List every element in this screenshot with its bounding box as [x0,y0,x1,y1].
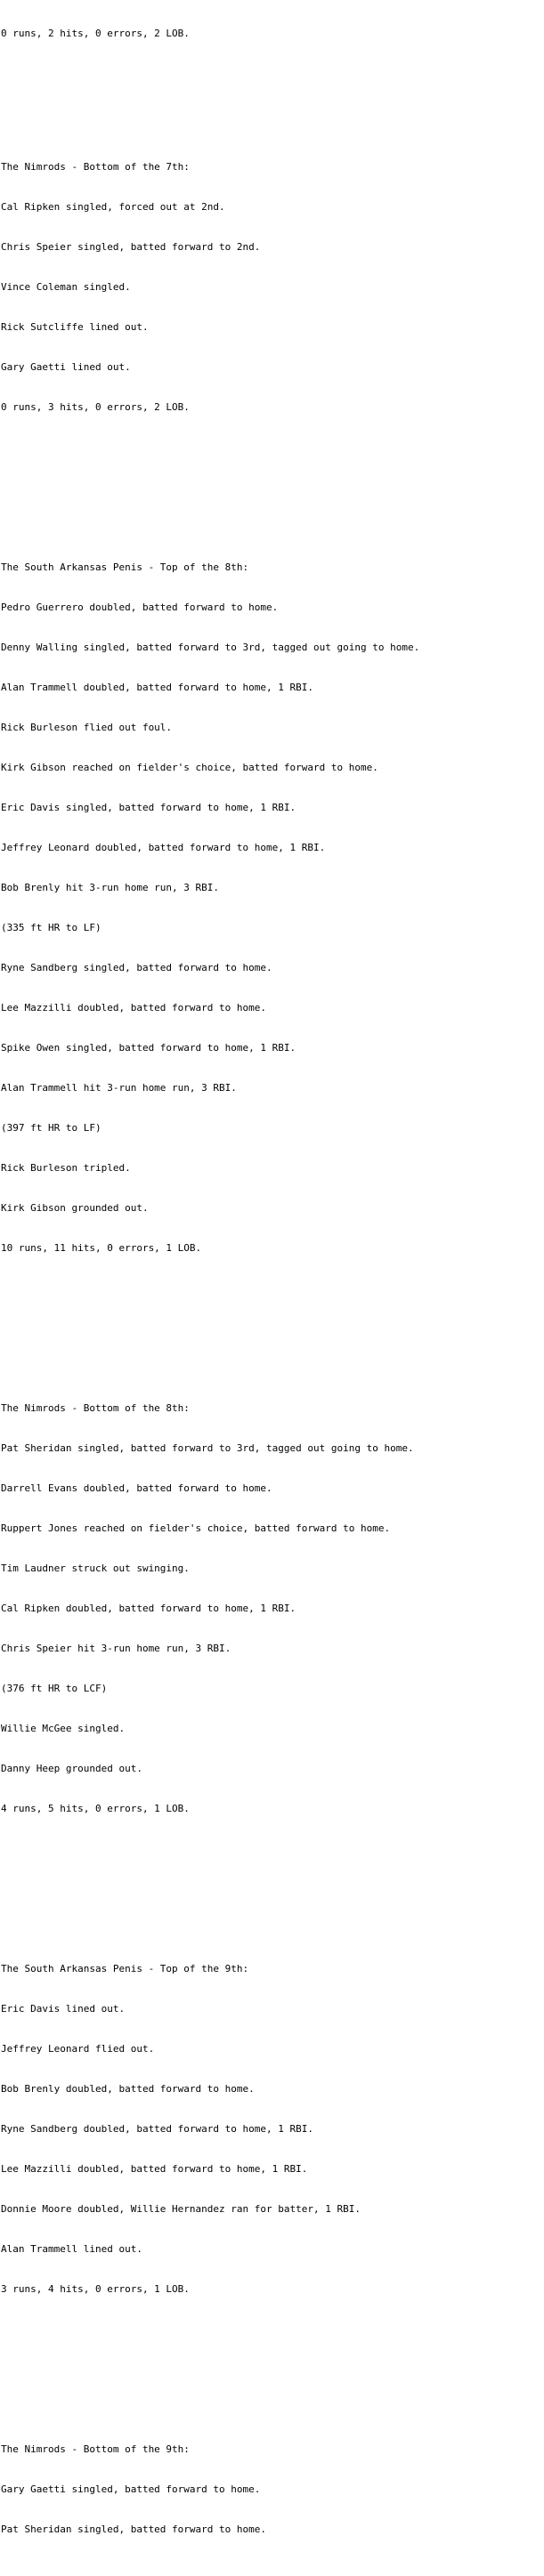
inning-header: The Nimrods - Bottom of the 7th: [1,161,190,173]
inning-section [1,2416,542,2563]
play-line: Bob Brenly doubled, batted forward to home. [1,2083,255,2095]
inning-header: The Nimrods - Bottom of the 8th: [1,1402,190,1414]
inning-section [1,1375,542,1842]
play-line: Chris Speier hit 3-run home run, 3 RBI. [1,1643,231,1654]
play-line: Alan Trammell lined out. [1,2243,142,2255]
play-line: Darrell Evans doubled, batted forward to home. [1,1482,272,1494]
inning-summary: 10 runs, 11 hits, 0 errors, 1 LOB. [1,1242,202,1254]
inning-header: The South Arkansas Penis - Top of the 8th: [1,561,249,573]
play-line: Chris Speier singled, batted forward to 2nd. [1,241,261,253]
play-line: Alan Trammell hit 3-run home run, 3 RBI. [1,1082,237,1094]
inning-section [1,534,542,1281]
play-line: Jeffrey Leonard doubled, batted forward to home, 1 RBI. [1,842,326,853]
inning-summary: 0 runs, 3 hits, 0 errors, 2 LOB. [1,401,190,413]
inning-section [1,133,542,440]
play-line: Rick Burleson flied out foul. [1,722,173,733]
play-line: Eric Davis singled, batted forward to home, 1 RBI. [1,802,296,813]
blank-line [1,2349,542,2362]
play-line: Denny Walling singled, batted forward to 3rd, tagged out going to home. [1,642,420,653]
play-line: Kirk Gibson reached on fielder's choice, batted forward to home. [1,762,378,773]
play-line: Vince Coleman singled. [1,281,131,293]
blank-line [1,1308,542,1321]
home-run-distance: (376 ft HR to LCF) [1,1683,108,1694]
play-line: Eric Davis lined out. [1,2003,126,2015]
play-by-play-log [1,0,542,2576]
inning-summary: 0 runs, 2 hits, 0 errors, 2 LOB. [1,28,190,39]
play-line: Tim Laudner struck out swinging. [1,1563,190,1574]
blank-line [1,67,542,80]
play-line: Spike Owen singled, batted forward to home, 1 RBI. [1,1042,296,1054]
home-run-distance: (335 ft HR to LF) [1,922,101,933]
play-line: Jeffrey Leonard flied out. [1,2043,155,2055]
play-line: Danny Heep grounded out. [1,1763,142,1774]
play-line: Donnie Moore doubled, Willie Hernandez ran for batter, 1 RBI. [1,2203,361,2215]
inning-summary: 4 runs, 5 hits, 0 errors, 1 LOB. [1,1803,190,1814]
play-line: Pat Sheridan singled, batted forward to home. [1,2524,267,2535]
blank-line [1,467,542,480]
blank-line [1,1869,542,1882]
play-line: Willie McGee singled. [1,1723,126,1734]
inning-header: The Nimrods - Bottom of the 9th: [1,2443,190,2455]
play-line: Rick Burleson tripled. [1,1162,131,1174]
play-line: Kirk Gibson grounded out. [1,1202,149,1214]
inning-header: The South Arkansas Penis - Top of the 9th: [1,1963,249,1974]
play-line: Gary Gaetti lined out. [1,361,131,373]
inning-section [1,1935,542,2322]
play-line: Pat Sheridan singled, batted forward to 3rd, tagged out going to home. [1,1442,414,1454]
play-line: Ryne Sandberg doubled, batted forward to home, 1 RBI. [1,2123,313,2135]
play-line: Gary Gaetti singled, batted forward to home. [1,2483,261,2495]
play-line: Lee Mazzilli doubled, batted forward to home, 1 RBI. [1,2163,308,2175]
play-line: Bob Brenly hit 3-run home run, 3 RBI. [1,882,220,893]
play-line: Ryne Sandberg singled, batted forward to home. [1,962,272,973]
play-line: Ruppert Jones reached on fielder's choice, batted forward to home. [1,1522,391,1534]
play-line: Pedro Guerrero doubled, batted forward to home. [1,602,279,613]
play-line: Alan Trammell doubled, batted forward to home, 1 RBI. [1,682,313,693]
play-line: Cal Ripken singled, forced out at 2nd. [1,201,225,213]
play-line: Lee Mazzilli doubled, batted forward to home. [1,1002,267,1013]
home-run-distance: (397 ft HR to LF) [1,1122,101,1134]
inning-summary: 3 runs, 4 hits, 0 errors, 1 LOB. [1,2283,190,2295]
play-line: Cal Ripken doubled, batted forward to home, 1 RBI. [1,1603,296,1614]
play-line: Rick Sutcliffe lined out. [1,321,149,333]
